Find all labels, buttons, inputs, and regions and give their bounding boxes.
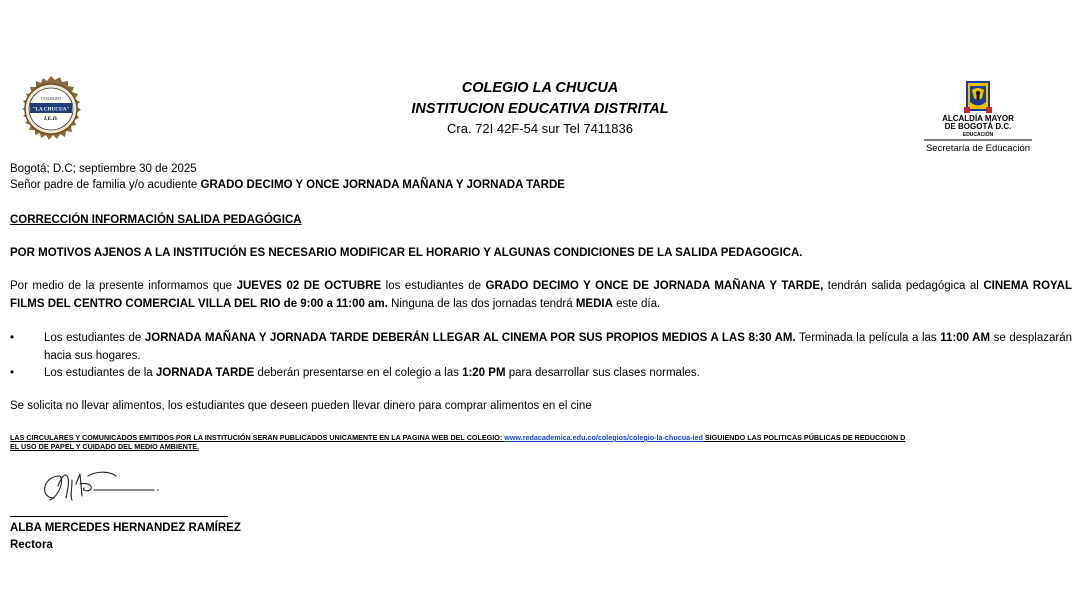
bullet2-text-1: Los estudiantes de la (44, 367, 156, 379)
bogota-coat-of-arms-icon (920, 80, 1036, 156)
fine-print (10, 433, 1070, 451)
letter-notice: POR MOTIVOS AJENOS A LA INSTITUCIÓN ES NECESARIO MODIFICAR EL HORARIO Y ALGUNAS CONDICIONES DE LA SALIDA PEDAGOGICA. (10, 247, 803, 259)
bullet-marker: • (10, 367, 15, 379)
signature-image (36, 466, 166, 506)
para-text-3: tendrán salida pedagógica al (823, 280, 984, 292)
bullet1-text-1: Los estudiantes de (44, 332, 145, 344)
bullet1-arrival: JORNADA MAÑANA Y JORNADA TARDE DEBERÁN LLEGAR AL CINEMA POR SUS PROPIOS MEDIOS A LAS 8:30 AM. (144, 332, 796, 344)
seal-text-mid: "LA CHUCUA" (32, 106, 70, 113)
signer-name: ALBA MERCEDES HERNANDEZ RAMÍREZ (10, 522, 241, 534)
recipient-grades: GRADO DECIMO Y ONCE JORNADA MAÑANA Y JORNADA TARDE (200, 179, 565, 191)
letter-recipient (10, 177, 1072, 193)
para-grades: GRADO DECIMO Y ONCE DE JORNADA MAÑANA Y TARDE, (485, 280, 824, 292)
bullet1-time: 11:00 AM (940, 332, 991, 344)
signature-line (10, 516, 228, 517)
bogota-line4: Secretaría de Educación (925, 143, 1031, 154)
bullet1-text-2: Terminada la película a las (795, 332, 941, 344)
bullet-marker: • (10, 332, 15, 344)
school-title: COLEGIO LA CHUCUA (461, 80, 619, 96)
handwritten-signature-icon (36, 466, 166, 506)
school-logo (10, 76, 92, 142)
para-text-1: Por medio de la presente informamos que (10, 280, 237, 292)
bogota-line3: EDUCACIÓN (962, 132, 994, 138)
bogota-logo (920, 80, 1036, 156)
school-website-link[interactable]: www.redacademica.edu.co/colegios/colegio-la-chucua-ied (504, 433, 703, 442)
letter-main-paragraph (10, 277, 1072, 313)
school-address: Cra. 72I 42F-54 sur Tel 7411836 (447, 121, 633, 136)
recipient-prefix: Señor padre de familia y/o acudiente (10, 179, 201, 191)
seal-text-top: COLEGIO (41, 96, 61, 101)
fine-print-text-1: LAS CIRCULARES Y COMUNICADOS EMITIDOS POR LA INSTITUCIÓN SERAN PUBLICADOS UNICAMENTE EN LA PAGINA WEB DEL COLEGIO: (10, 433, 505, 442)
seal-text-bottom: I.E.D. (44, 116, 58, 122)
list-item (10, 329, 1072, 365)
bogota-line2: DE BOGOTÁ D.C. (944, 122, 1012, 131)
signer-role: Rectora (10, 539, 53, 551)
school-seal-icon (10, 76, 92, 142)
fine-print-line2: EL USO DE PAPEL Y CUIDADO DEL MEDIO AMBIENTE. (10, 442, 200, 451)
para-text-5: este día. (612, 298, 661, 310)
bullet2-time: 1:20 PM (462, 367, 506, 379)
para-text-2: los estudiantes de (381, 280, 486, 292)
food-note: Se solicita no llevar alimentos, los estudiantes que deseen pueden llevar dinero para comprar alimentos en el cine (10, 400, 592, 412)
bullet2-shift: JORNADA TARDE (155, 367, 255, 379)
para-media: MEDIA (575, 298, 613, 310)
para-text-4: Ninguna de las dos jornadas tendrá (387, 298, 576, 310)
fine-print-line1 (10, 433, 1070, 442)
bogota-line1: ALCALDÍA MAYOR (942, 114, 1014, 123)
fine-print-text-2: SIGUIENDO LAS POLITICAS PÚBLICAS DE REDUCCION D (702, 433, 906, 442)
para-date: JUEVES 02 DE OCTUBRE (236, 280, 382, 292)
bullet2-text-3: para desarrollar sus clases normales. (505, 367, 700, 379)
letter-date: Bogotá; D.C; septiembre 30 de 2025 (10, 163, 197, 175)
bullet1-text-3: se desplazarán hacia sus hogares. (44, 332, 1072, 362)
letter-subject: CORRECCIÓN INFORMACIÓN SALIDA PEDAGÓGICA (10, 214, 302, 226)
para-venue: CINEMA ROYAL FILMS DEL CENTRO COMERCIAL VILLA DEL RIO de 9:00 a 11:00 am. (10, 280, 1072, 310)
school-subtitle: INSTITUCION EDUCATIVA DISTRITAL (411, 101, 669, 117)
bullet2-text-2: deberán presentarse en el colegio a las (254, 367, 463, 379)
list-item (10, 364, 1072, 382)
